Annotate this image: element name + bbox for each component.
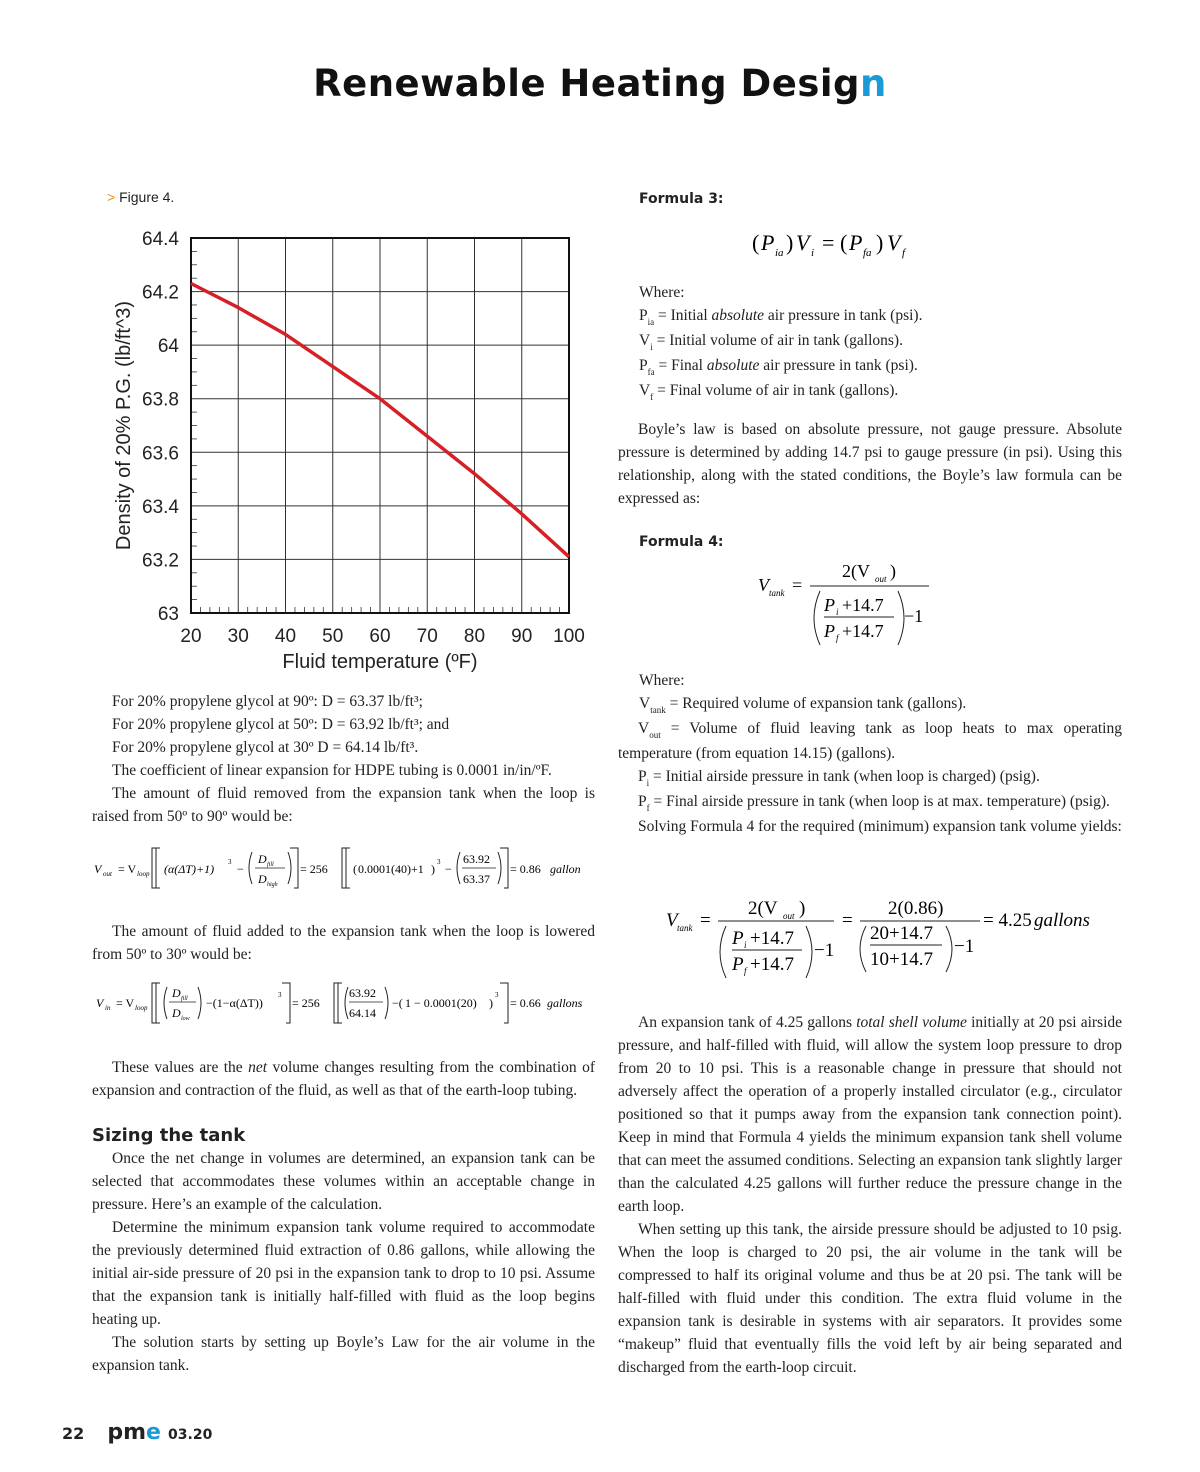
svg-text:−: − [237, 862, 244, 876]
left-text-1 [92, 690, 595, 828]
y-tick-label: 64.4 [142, 229, 179, 250]
def-vi: $V_i$ = Initial volume of air in tank (gallons). [639, 332, 903, 352]
formula-4-where: Where: $V_{tank}$ = Required volume of expansion tank (gallons). $V_{out}$ = Volume of fluid leaving tank as loop heats to max operating temperature (from equation 14.15) (gallons). $P_i$ = Initial airside pressure in tank (when loop is charged) (psig). $P_f$ = Final airside pressure in tank (when loop is at max. temperature) (psig). Solving Formula 4 for the required (minimum) expansion tank volume yields: [618, 669, 1122, 838]
svg-text:= 0.66: = 0.66 [510, 996, 541, 1010]
pg-90-line: For 20% propylene glycol at 90º: D = 63.37 lb/ft³; [112, 693, 423, 710]
svg-text:P: P [824, 595, 835, 615]
svg-text:=: = [792, 575, 803, 595]
svg-text:out: out [875, 574, 887, 584]
svg-text:=: = [700, 910, 711, 931]
svg-text:20+14.7: 20+14.7 [870, 923, 933, 944]
svg-text:−1: −1 [954, 936, 975, 957]
expansion-paragraph: An expansion tank of 4.25 gallons total shell volume initially at 20 psi airside pressure, and half-filled with fluid, will allow the system loop pressure to drop from 20 to 10 psi. This is a reasonable change in pressure that should not adversely affect the operation of a properly installed circulator (e.g., circulator positioned so that it pumps away from the expansion tank connection point). Keep in mind that Formula 4 yields the minimum expansion tank shell volume that can meet the assumed conditions. Selecting an expansion tank slightly larger than the calculated 4.25 gallons will further reduce the pressure change in the earth loop. [618, 1014, 1123, 1215]
svg-text:−(: −( [392, 996, 403, 1010]
svg-text:= V: = V [116, 996, 135, 1010]
svg-text:= V: = V [118, 862, 137, 876]
svg-text:D: D [172, 986, 181, 1000]
formula-5 [662, 888, 1122, 988]
formula-3-where: Where: $P_{ia}$ = Initial absolute air pressure in tank (psi). $V_i$ = Initial volume of air in tank (gallons). $P_{fa}$ = Final absolute air pressure in tank (psi). $V_f$ = Final volume of air in tank (gallons). [639, 281, 1122, 404]
svg-text:(α(ΔT)+1): (α(ΔT)+1) [164, 862, 215, 876]
svg-text:ia: ia [775, 247, 784, 259]
page-title: Renewable Heating Design [313, 62, 887, 105]
footer [62, 1420, 212, 1445]
density-chart [100, 215, 600, 685]
svg-text:P: P [732, 954, 744, 975]
def-vf: $V_f$ = Final volume of air in tank (gallons). [639, 382, 899, 402]
svg-text:=: = [822, 230, 835, 255]
hdpe-line: The coefficient of linear expansion for HDPE tubing is 0.0001 in/in/ºF. [112, 762, 552, 779]
svg-text:64.14: 64.14 [349, 1006, 376, 1020]
eq1-vout: V [94, 862, 102, 876]
y-tick-label: 64.2 [142, 282, 179, 304]
svg-text:i: i [811, 247, 815, 259]
svg-text:f: f [744, 966, 747, 976]
svg-text:tank: tank [769, 588, 785, 598]
x-axis-label: Fluid temperature (ºF) [282, 651, 478, 673]
x-tick-label: 90 [511, 626, 533, 647]
y-axis-label: Density of 20% P.G. (lb/ft^3) [113, 300, 135, 551]
def-pf: $P_f$ = Final airside pressure in tank (when loop is at max. temperature) (psig). [638, 793, 1110, 813]
def-pia: $P_{ia}$ = Initial absolute air pressure in tank (psi). [639, 307, 923, 327]
svg-text:): ) [786, 230, 794, 255]
svg-text:): ) [890, 561, 896, 581]
svg-text:=: = [842, 910, 853, 931]
svg-text:fa: fa [863, 247, 872, 259]
sizing-paragraph-2: Determine the minimum expansion tank volume required to accommodate the previously determined fluid extraction of 0.86 gallons, while allowing the initial air-side pressure of 20 psi in the expansion tank to drop to 10 psi. Assume that the expansion tank is initially half-filled with fluid as the loop begins heating up. [92, 1219, 595, 1328]
svg-text:tank: tank [677, 923, 693, 933]
svg-text:−1: −1 [814, 940, 835, 961]
svg-text:low: low [181, 1016, 190, 1022]
svg-text:3: 3 [228, 858, 232, 866]
svg-text:): ) [489, 996, 493, 1010]
svg-text:+14.7: +14.7 [842, 621, 884, 641]
y-tick-label: 63.4 [142, 496, 179, 518]
y-tick-label: 63 [157, 604, 179, 625]
x-tick-label: 40 [274, 626, 297, 647]
x-tick-label: 100 [553, 626, 585, 647]
svg-text:P: P [732, 928, 744, 949]
equation-vin [92, 975, 602, 1031]
svg-text:63.92: 63.92 [349, 986, 376, 1000]
svg-text:P: P [849, 230, 863, 255]
added-paragraph: The amount of fluid added to the expansion tank when the loop is lowered from 50º to 30º would be: [92, 923, 595, 963]
formula-4 [756, 555, 956, 655]
svg-text:fill: fill [267, 862, 274, 868]
formula-3-label: Formula 3: [639, 191, 724, 207]
svg-text:3: 3 [278, 991, 282, 999]
formula-3 [752, 222, 952, 266]
svg-text:−: − [445, 862, 452, 876]
equation-vout [92, 838, 602, 898]
svg-text:f: f [836, 633, 839, 643]
svg-text:V: V [887, 230, 901, 255]
svg-text:D: D [172, 1006, 181, 1020]
left-text-2 [92, 920, 595, 966]
def-vout: $V_{out}$ = Volume of fluid leaving tank as loop heats to max operating temperature (from equation 14.15) (gallons). [618, 720, 1122, 762]
svg-text:): ) [799, 898, 806, 919]
y-tick-label: 63.6 [142, 443, 179, 465]
svg-text:2(V: 2(V [842, 561, 870, 581]
def-pi: $P_i$ = Initial airside pressure in tank (when loop is charged) (psig). [638, 768, 1040, 788]
right-text-final [618, 1011, 1122, 1379]
svg-text:P: P [761, 230, 775, 255]
svg-text:V: V [666, 910, 678, 931]
svg-text:+14.7: +14.7 [750, 954, 794, 975]
y-tick-label: 63.2 [142, 550, 179, 572]
brand-logo: pme [107, 1420, 161, 1445]
svg-text:−1: −1 [904, 606, 924, 626]
svg-text:(: ( [353, 862, 357, 876]
boyle-paragraph: Boyle’s law is based on absolute pressure, not gauge pressure. Absolute pressure is determined by adding 14.7 psi to gauge pressure (in psi). Using this relationship, along with the stated conditions, the Boyle’s law formula can be expressed as: [618, 421, 1122, 507]
formula-4-label: Formula 4: [639, 534, 724, 550]
svg-text:gallons: gallons [547, 996, 583, 1010]
x-tick-label: 80 [463, 626, 486, 647]
svg-text:loop: loop [137, 870, 150, 878]
x-tick-label: 70 [416, 626, 438, 647]
svg-text:+14.7: +14.7 [842, 595, 884, 615]
svg-text:2(0.86): 2(0.86) [888, 898, 944, 919]
svg-text:V: V [796, 230, 810, 255]
svg-text:fill: fill [181, 996, 188, 1002]
removed-paragraph: The amount of fluid removed from the expansion tank when the loop is raised from 50º to 90º would be: [92, 785, 595, 825]
def-pfa: $P_{fa}$ = Final absolute air pressure in tank (psi). [639, 357, 918, 377]
y-tick-label: 64 [157, 336, 179, 358]
svg-text:D: D [258, 872, 267, 886]
svg-text:10+14.7: 10+14.7 [870, 949, 933, 970]
title-accent: n [860, 62, 887, 105]
svg-text:loop: loop [135, 1004, 148, 1012]
svg-text:3: 3 [437, 858, 441, 866]
section-heading: Sizing the tank [92, 1125, 246, 1146]
svg-text:2(V: 2(V [748, 898, 778, 919]
sizing-paragraph-3: The solution starts by setting up Boyle’s Law for the air volume in the expansion tank. [92, 1334, 595, 1374]
svg-text:= 256: = 256 [300, 862, 328, 876]
svg-text:V: V [758, 575, 769, 595]
y-tick-label: 63.8 [142, 389, 179, 411]
svg-text:1 − 0.0001(20): 1 − 0.0001(20) [405, 996, 477, 1010]
x-tick-label: 50 [322, 626, 344, 647]
svg-text:+14.7: +14.7 [750, 928, 794, 949]
x-tick-label: 60 [369, 626, 391, 647]
svg-text:in: in [105, 1004, 111, 1012]
svg-text:): ) [876, 230, 884, 255]
svg-text:V: V [96, 996, 104, 1010]
svg-text:i: i [744, 940, 747, 950]
issue-number: 03.20 [168, 1427, 213, 1443]
svg-text:(: ( [752, 230, 760, 255]
net-paragraph: These values are the net volume changes resulting from the combination of expansion and contraction of the fluid, as well as that of the earth-loop tubing. [92, 1059, 595, 1099]
svg-text:out: out [783, 911, 795, 921]
svg-text:P: P [824, 621, 835, 641]
svg-text:high: high [267, 882, 278, 888]
left-text-3 [92, 1056, 595, 1377]
svg-text:3: 3 [495, 991, 499, 999]
svg-text:out: out [103, 870, 112, 878]
solving-paragraph: Solving Formula 4 for the required (minimum) expansion tank volume yields: [638, 818, 1122, 835]
svg-text:(: ( [840, 230, 848, 255]
svg-text:= 4.25: = 4.25 [983, 910, 1032, 931]
figure-chevron-icon: > [107, 189, 116, 205]
sizing-paragraph-1: Once the net change in volumes are determined, an expansion tank can be selected that accommodates these volumes within an acceptable change in pressure. Here’s an example of the calculation. [92, 1150, 595, 1213]
pg-30-line: For 20% propylene glycol at 30º D = 64.14 lb/ft³. [112, 739, 419, 756]
svg-text:= 0.86: = 0.86 [510, 862, 541, 876]
def-vtank: $V_{tank}$ = Required volume of expansion tank (gallons). [639, 695, 967, 715]
svg-text:0.0001(40)+1: 0.0001(40)+1 [358, 862, 424, 876]
svg-text:63.37: 63.37 [463, 872, 490, 886]
x-tick-label: 30 [227, 626, 249, 647]
setting-paragraph: When setting up this tank, the airside pressure should be adjusted to 10 psig. When the loop is charged to 20 psi, the air volume in the tank will be compressed to half its original volume and thus be at 20 psi. The tank will be half-filled with fluid under this condition. The extra fluid volume in the expansion tank is desirable in systems with air separators. It provides some “makeup” fluid that eventually fills the void left by air being separated and discharged from the earth-loop circuit. [618, 1221, 1122, 1376]
svg-text:gallons: gallons [1034, 910, 1090, 931]
svg-text:63.92: 63.92 [463, 852, 490, 866]
svg-text:D: D [258, 852, 267, 866]
figure-label: > Figure 4. [107, 189, 175, 205]
svg-text:): ) [431, 862, 435, 876]
svg-text:gallon: gallon [550, 862, 581, 876]
svg-text:f: f [902, 247, 906, 259]
svg-text:i: i [836, 607, 839, 617]
svg-text:= 256: = 256 [292, 996, 320, 1010]
x-tick-label: 20 [180, 626, 202, 647]
pg-50-line: For 20% propylene glycol at 50º: D = 63.92 lb/ft³; and [112, 716, 450, 733]
page-number: 22 [62, 1424, 85, 1443]
svg-text:−(1−α(ΔT)): −(1−α(ΔT)) [206, 996, 263, 1010]
